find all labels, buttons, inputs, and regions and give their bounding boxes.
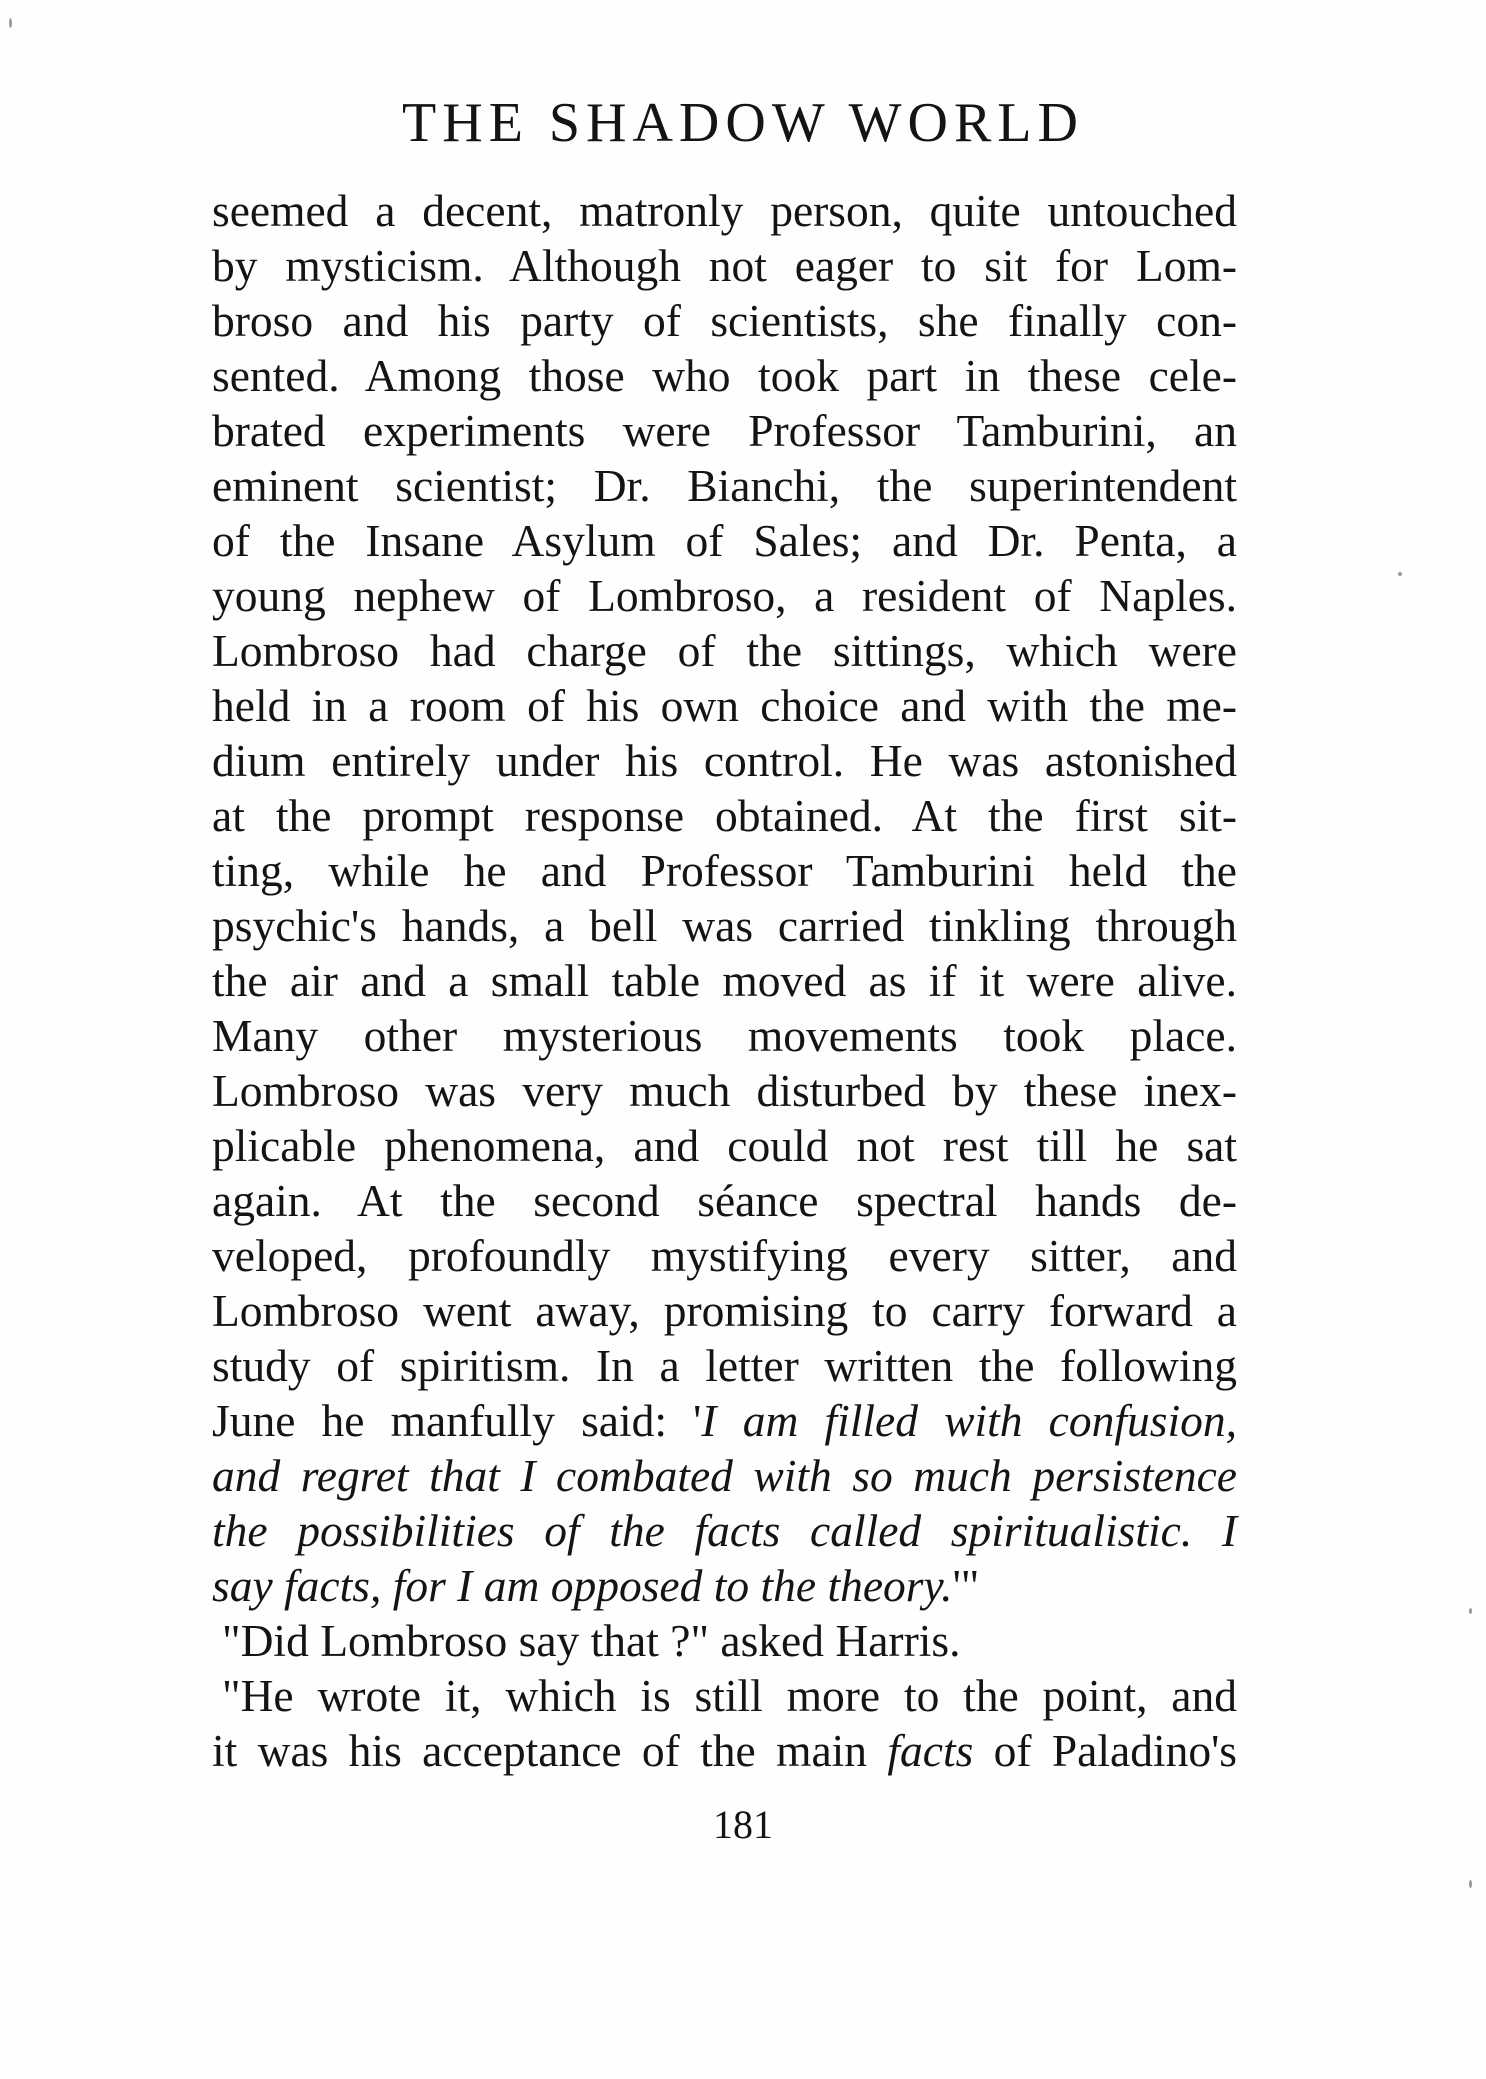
text-line: eminent scientist; Dr. Bianchi, the superintendent: [212, 460, 1237, 511]
text-line: study of spiritism. In a letter written the following: [212, 1340, 1237, 1391]
text-line: Lombroso went away, promising to carry forward a: [212, 1285, 1237, 1336]
running-head: THE SHADOW WORLD: [402, 92, 1084, 154]
text-segment: of Paladino's: [973, 1725, 1237, 1776]
quote-line: the possibilities of the facts called spiritualistic. I: [212, 1505, 1237, 1556]
text-line: sented. Among those who took part in these cele-: [212, 350, 1237, 401]
text-line: Lombroso had charge of the sittings, which were: [212, 625, 1237, 676]
text-line: the air and a small table moved as if it were alive.: [212, 955, 1237, 1006]
text-line: psychic's hands, a bell was carried tinkling through: [212, 900, 1237, 951]
dialogue-line: "He wrote it, which is still more to the point, and: [222, 1670, 1237, 1721]
text-line: young nephew of Lombroso, a resident of Naples.: [212, 570, 1237, 621]
body-text: [212, 183, 1237, 1778]
text-line: of the Insane Asylum of Sales; and Dr. Penta, a: [212, 515, 1237, 566]
text-line: broso and his party of scientists, she finally con-: [212, 295, 1237, 346]
scan-speck: [9, 18, 12, 28]
text-line: seemed a decent, matronly person, quite untouched: [212, 185, 1237, 236]
text-line: again. At the second séance spectral hands de-: [212, 1175, 1237, 1226]
text-line: by mysticism. Although not eager to sit for Lom-: [212, 240, 1237, 291]
text-line: Many other mysterious movements took place.: [212, 1010, 1237, 1061]
scan-speck: [1469, 1608, 1472, 1614]
text-line: [212, 1723, 1237, 1778]
quote-intro: June he manfully said: ': [212, 1395, 702, 1446]
text-line: dium entirely under his control. He was astonished: [212, 735, 1237, 786]
text-line: Lombroso was very much disturbed by these inex-: [212, 1065, 1237, 1116]
text-line: brated experiments were Professor Tamburini, an: [212, 405, 1237, 456]
page-number: 181: [713, 1802, 773, 1847]
quote-italic: I am filled with confusion,: [701, 1395, 1237, 1446]
quote-line: and regret that I combated with so much persistence: [212, 1450, 1237, 1501]
dialogue-line: "Did Lombroso say that ?" asked Harris.: [222, 1615, 961, 1666]
italic-word: facts: [887, 1725, 974, 1776]
text-line: plicable phenomena, and could not rest till he sat: [212, 1120, 1237, 1171]
scan-speck: [1469, 1880, 1472, 1888]
quote-italic: say facts, for I am opposed to the theory.: [212, 1560, 953, 1611]
text-line: ting, while he and Professor Tamburini held the: [212, 845, 1237, 896]
quote-line: [212, 1393, 1237, 1448]
text-segment: it was his acceptance of the main: [212, 1725, 888, 1776]
quote-line: [212, 1558, 1237, 1613]
text-line: at the prompt response obtained. At the first sit-: [212, 790, 1237, 841]
scan-speck: [1398, 572, 1402, 576]
text-line: held in a room of his own choice and with the me-: [212, 680, 1237, 731]
quote-close: '": [952, 1560, 980, 1611]
text-line: veloped, profoundly mystifying every sitter, and: [212, 1230, 1237, 1281]
